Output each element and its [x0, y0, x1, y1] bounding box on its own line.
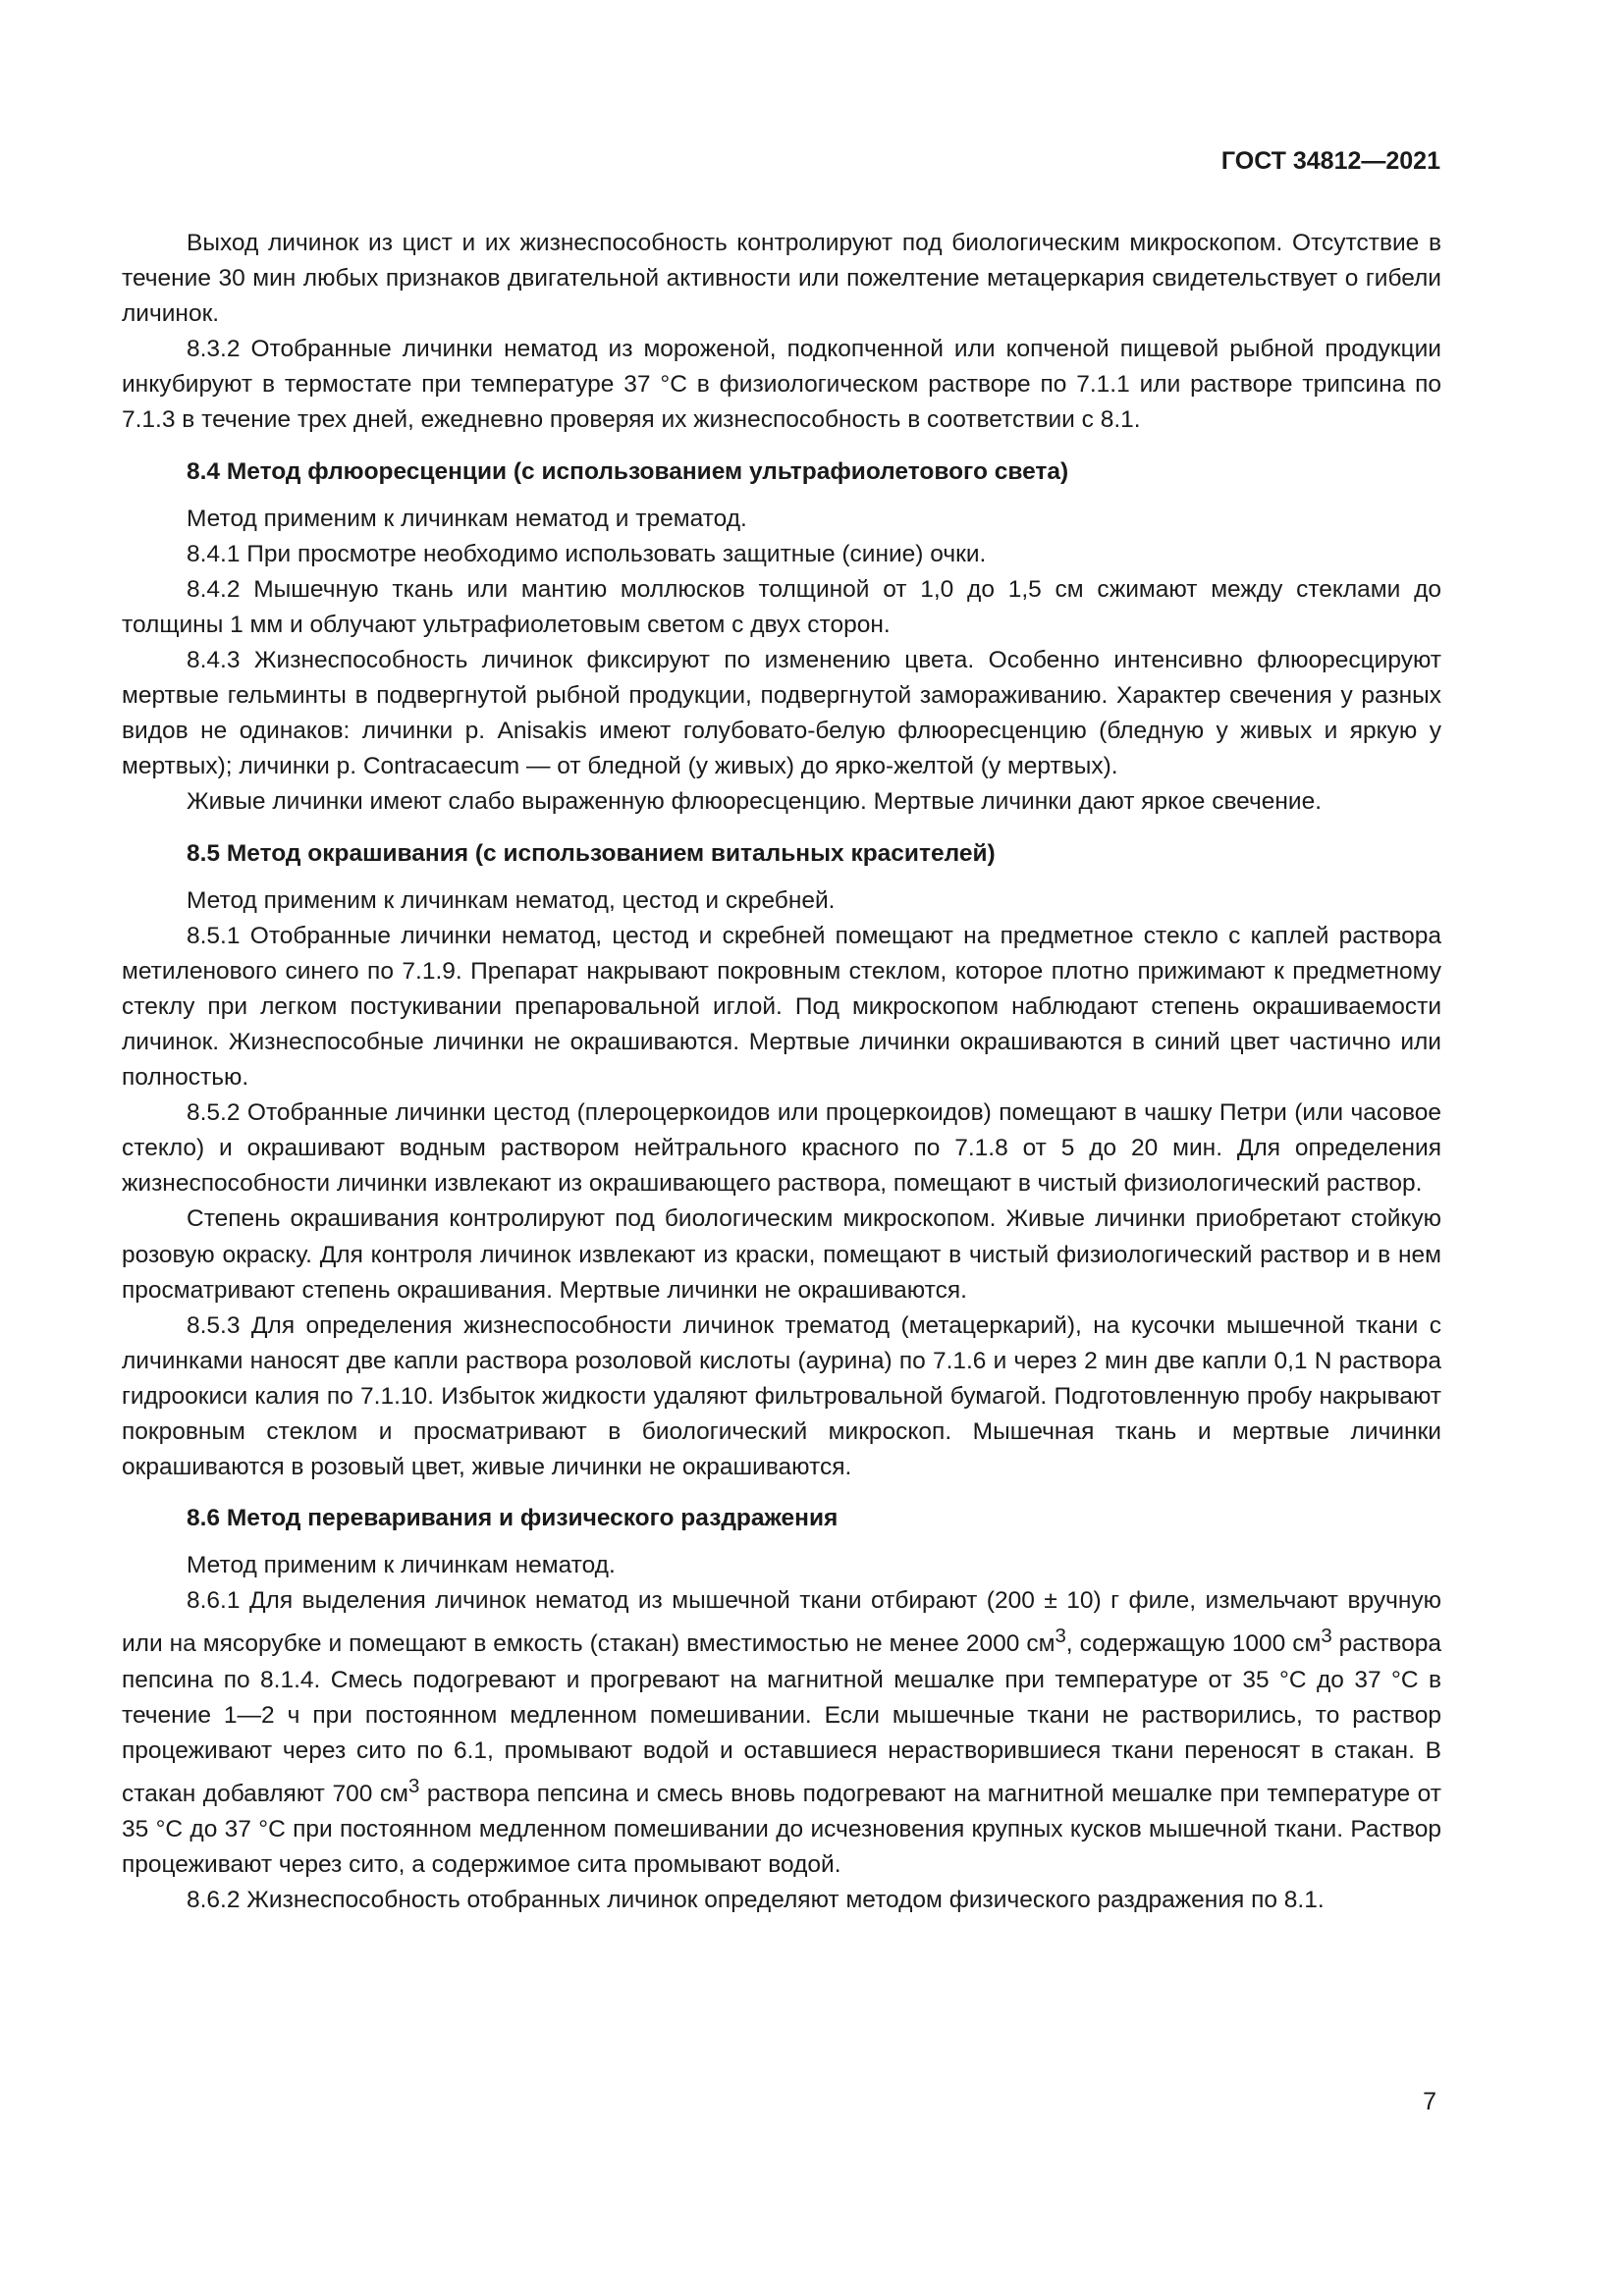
paragraph: 8.4.2 Мышечную ткань или мантию моллюсков толщиной от 1,0 до 1,5 см сжимают между стеклами до толщины 1 мм и облучают ультрафиолетовым светом с двух сторон. — [122, 575, 1441, 638]
section-heading-8-4: 8.4 Метод флюоресценции (с использованием ультрафиолетового света) — [187, 457, 1069, 485]
text-run: раствора пепсина по 8.1.4. Смесь подогревают и прогревают на магнитной мешалке при температуре от 35 °С до 37 °С в течение 1—2 ч при постоянном медленном помешивании. Если мышечные ткани не растворились, то раствор процеживают через сито по 6.1, промывают водой и оставшиеся нерастворившиеся ткани переносят в стакан. В стакан добавляют 700 см — [122, 1630, 1441, 1808]
text-run: 8.6.1 Для выделения личинок нематод из мышечной ткани отбирают (200 ± 10) г филе, измельчают вручную или на мясорубке и помещают в емкость (стакан) вместимостью не менее 2000 см — [122, 1587, 1441, 1658]
superscript: 3 — [1055, 1626, 1066, 1648]
paragraph: 8.3.2 Отобранные личинки нематод из мороженой, подкопченной или копченой пищевой рыбной продукции инкубируют в термостате при температуре 37 °С в физиологическом растворе по 7.1.1 или растворе трипсина по 7.1.3 в течение трех дней, ежедневно проверяя их жизнеспособность в соответствии с 8.1. — [122, 336, 1441, 434]
paragraph: Метод применим к личинкам нематод, цестод и скребней. — [187, 886, 836, 914]
document-header: ГОСТ 34812—2021 — [1220, 147, 1440, 175]
superscript: 3 — [407, 1776, 420, 1797]
paragraph: 8.5.3 Для определения жизнеспособности личинок трематод (метацеркарий), на кусочки мышечной ткани с личинками наносят две капли раствора розоловой кислоты (аурина) по 7.1.6 и через 2 мин две капли 0,1 N раствора гидроокиси калия по 7.1.10. Избыток жидкости удаляют фильтровальной бумагой. Подготовленную пробу накрывают покровным стеклом и просматривают в биологический микроскоп. Мышечная ткань и мертвые личинки окрашиваются в розовый цвет, живые личинки не окрашиваются. — [122, 1311, 1441, 1481]
page-number: 7 — [1423, 2088, 1436, 2115]
paragraph: Метод применим к личинкам нематод. — [187, 1552, 616, 1579]
paragraph: Выход личинок из цист и их жизнеспособность контролируют под биологическим микроскопом. Отсутствие в течение 30 мин любых признаков двигательной активности или пожелтение метацеркария свидетельствует о гибели личинок. — [122, 230, 1441, 328]
paragraph: 8.6.2 Жизнеспособность отобранных личинок определяют методом физического раздражения по 8.1. — [187, 1887, 1325, 1914]
paragraph-8-6-1 — [122, 1583, 1441, 1883]
text-run: раствора пепсина и смесь вновь подогревают на магнитной мешалке при температуре от 35 °С до 37 °С при постоянном медленном помешивании до исчезновения крупных кусков мышечной ткани. Раствор процеживают через сито, а содержимое сита промывают водой. — [122, 1781, 1441, 1879]
paragraph: Живые личинки имеют слабо выраженную флюоресценцию. Мертвые личинки дают яркое свечение. — [187, 788, 1323, 816]
superscript: 3 — [1321, 1626, 1332, 1648]
text-run: , содержащую 1000 см — [1065, 1630, 1322, 1658]
paragraph: 8.4.3 Жизнеспособность личинок фиксируют по изменению цвета. Особенно интенсивно флюоресцируют мертвые гельминты в подвергнутой рыбной продукции, подвергнутой замораживанию. Характер свечения у разных видов не одинаков: личинки р. Anisakis имеют голубовато-белую флюоресценцию (бледную у живых и яркую у мертвых); личинки р. Contracaecum — от бледной (у живых) до ярко-желтой (у мертвых). — [122, 647, 1441, 780]
paragraph: 8.5.2 Отобранные личинки цестод (плероцеркоидов или процеркоидов) помещают в чашку Петри (или часовое стекло) и окрашивают водным раствором нейтрального красного по 7.1.8 от 5 до 20 мин. Для определения жизнеспособности личинки извлекают из окрашивающего раствора, помещают в чистый физиологический раствор. — [122, 1099, 1441, 1198]
section-heading-8-5: 8.5 Метод окрашивания (с использованием витальных красителей) — [187, 839, 996, 867]
paragraph: 8.4.1 При просмотре необходимо использовать защитные (синие) очки. — [187, 540, 987, 567]
section-heading-8-6: 8.6 Метод переваривания и физического раздражения — [187, 1505, 839, 1532]
paragraph: Метод применим к личинкам нематод и трематод. — [187, 505, 747, 532]
paragraph: 8.5.1 Отобранные личинки нематод, цестод и скребней помещают на предметное стекло с каплей раствора метиленового синего по 7.1.9. Препарат накрывают покровным стеклом, которое плотно прижимают к предметному стеклу при легком постукивании препаровальной иглой. Под микроскопом наблюдают степень окрашиваемости личинок. Жизнеспособные личинки не окрашиваются. Мертвые личинки окрашиваются в синий цвет частично или полностью. — [122, 922, 1441, 1092]
paragraph: Степень окрашивания контролируют под биологическим микроскопом. Живые личинки приобретают стойкую розовую окраску. Для контроля личинок извлекают из краски, помещают в чистый физиологический раствор и в нем просматривают степень окрашивания. Мертвые личинки не окрашиваются. — [122, 1205, 1441, 1304]
document-body — [122, 226, 1441, 1919]
